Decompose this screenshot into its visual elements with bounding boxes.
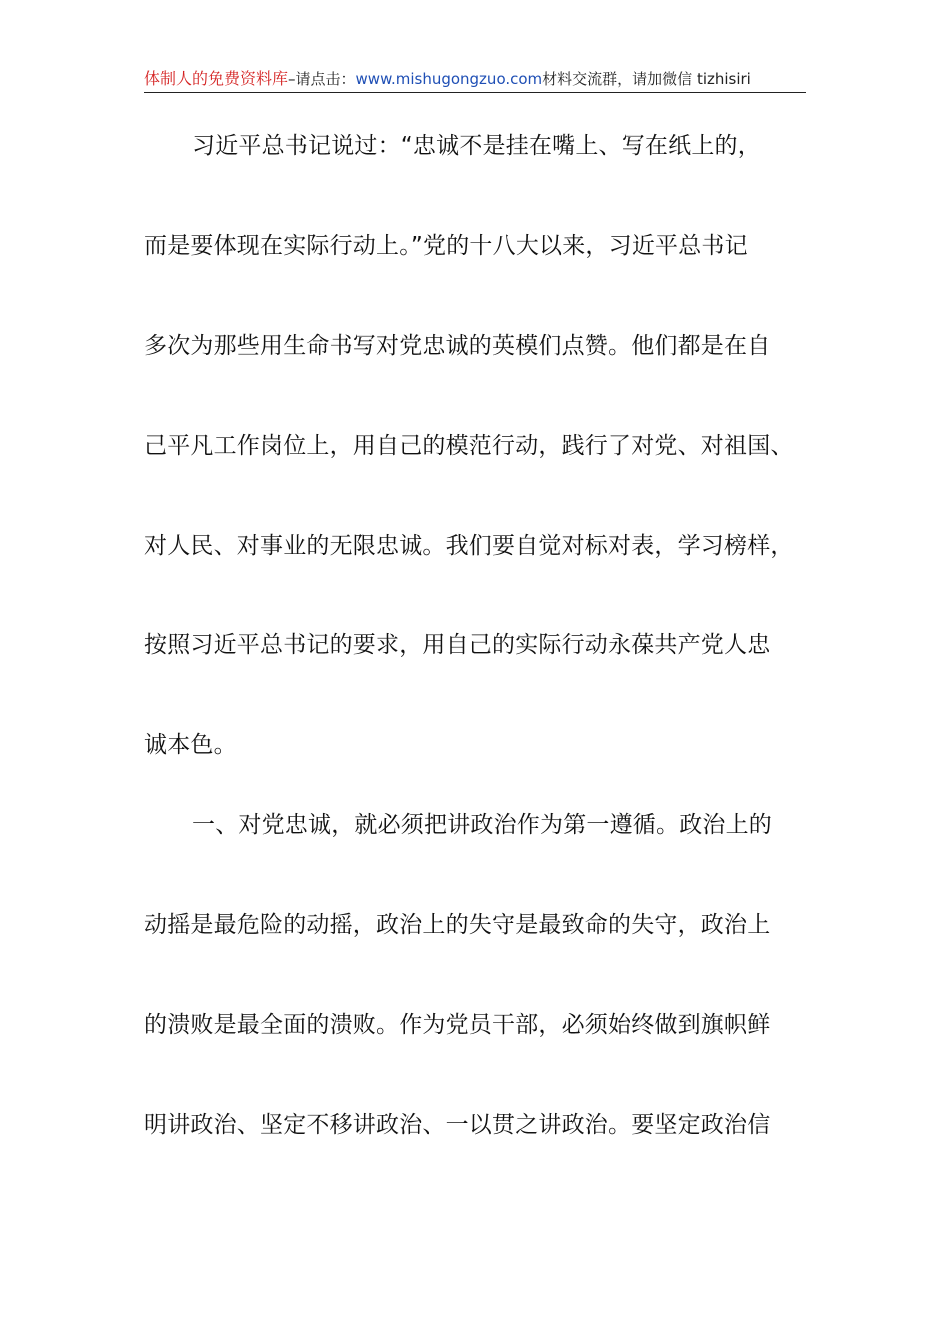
paragraph-line: 习近平总书记说过：“忠诚不是挂在嘴上、写在纸上的， <box>192 133 761 159</box>
paragraph-line: 己平凡工作岗位上，用自己的模范行动，践行了对党、对祖国、 <box>144 433 794 459</box>
page-header <box>144 68 806 93</box>
header-brand: 体制人的免费资料库 <box>144 69 289 88</box>
paragraph-line: 动摇是最危险的动摇，政治上的失守是最致命的失守，政治上 <box>144 912 771 938</box>
header-url-link[interactable]: www.mishugongzuo.com <box>355 70 543 88</box>
paragraph-line: 按照习近平总书记的要求，用自己的实际行动永葆共产党人忠 <box>144 632 771 658</box>
paragraph-line: 对人民、对事业的无限忠诚。我们要自觉对标对表，学习榜样， <box>144 533 794 559</box>
header-tail: 材料交流群，请加微信 tizhisiri <box>542 70 751 88</box>
paragraph-line: 一、对党忠诚，就必须把讲政治作为第一遵循。政治上的 <box>192 812 772 838</box>
paragraph-line: 多次为那些用生命书写对党忠诚的英模们点赞。他们都是在自 <box>144 333 771 359</box>
paragraph-line: 明讲政治、坚定不移讲政治、一以贯之讲政治。要坚定政治信 <box>144 1112 771 1138</box>
paragraph-line: 诚本色。 <box>144 732 237 758</box>
header-separator: –请点击： <box>288 70 356 88</box>
paragraph-line: 而是要体现在实际行动上。”党的十八大以来，习近平总书记 <box>144 233 748 259</box>
paragraph-line: 的溃败是最全面的溃败。作为党员干部，必须始终做到旗帜鲜 <box>144 1012 771 1038</box>
